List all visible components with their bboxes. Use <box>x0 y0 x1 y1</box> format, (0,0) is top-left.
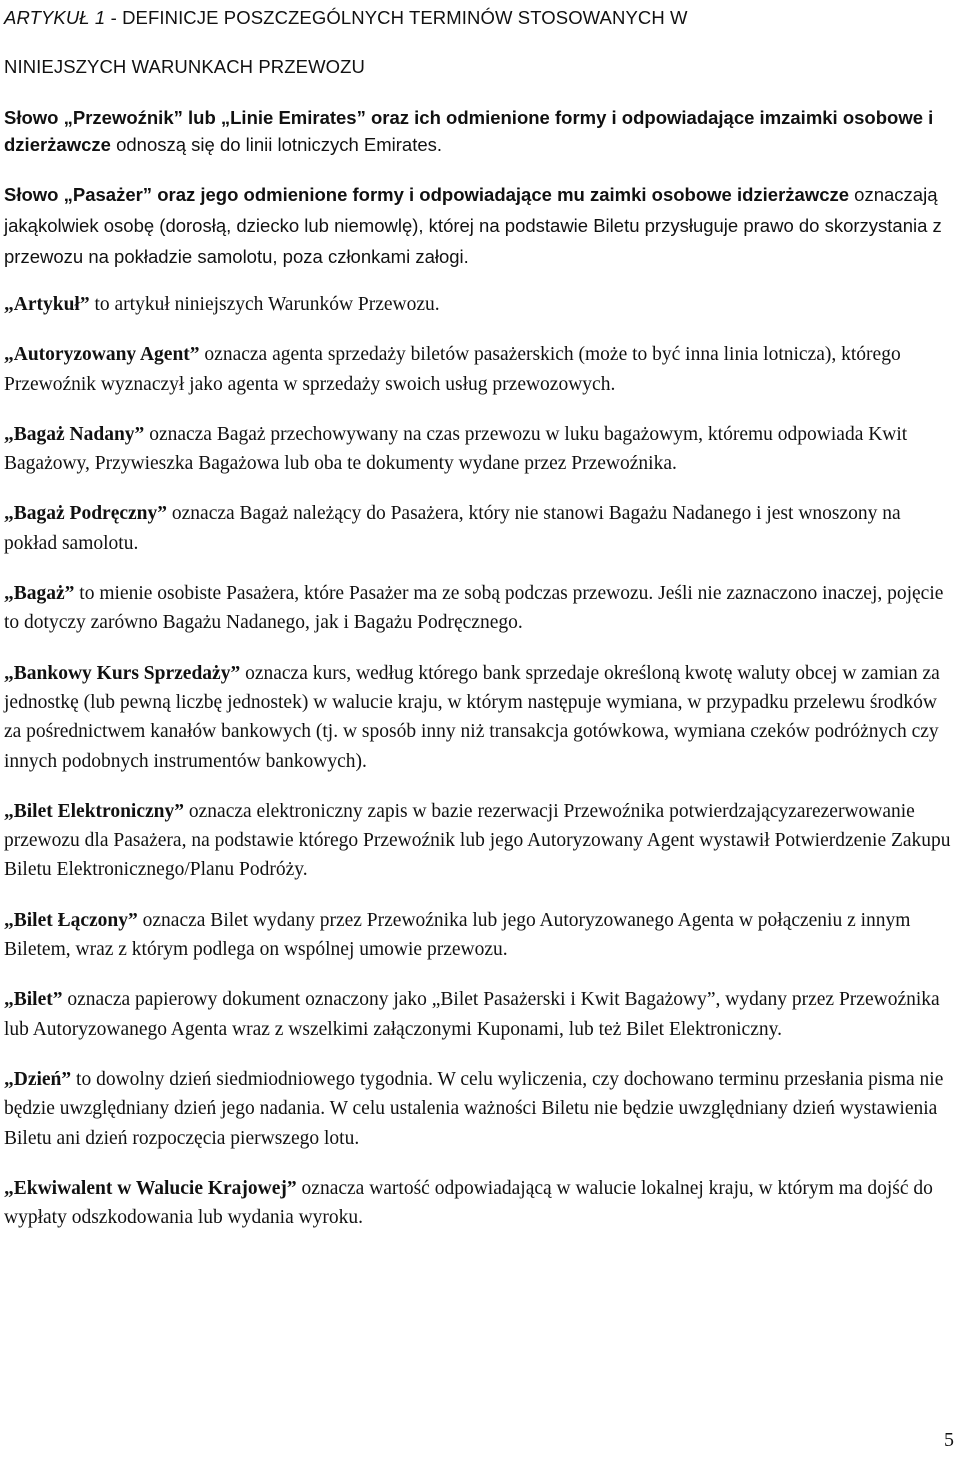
definition-text: oznacza Bagaż przechowywany na czas przewozu w luku bagażowym, któremu odpowiada Kwit Bagażowy, Przywieszka Bagażowa lub oba te dokumenty wydane przez Przewoźnika. <box>4 423 908 475</box>
definition-term: „Bagaż Nadany” <box>4 423 145 445</box>
definition-text: oznacza elektroniczny zapis w bazie rezerwacji Przewoźnika potwierdzającyzarezerwowanie przewozu dla Pasażera, na podstawie którego Przewoźnik lub jego Autoryzowany Agent wystawił Potwierdzenie Zakupu Biletu Elektronicznego/Planu Podróży. <box>4 800 951 881</box>
definition-text: oznacza agenta sprzedaży biletów pasażerskich (może to być inna linia lotnicza), którego Przewoźnik wyznaczył jako agenta w sprzedaży swoich usług przewozowych. <box>4 344 901 395</box>
definition-bagaz-podreczny <box>4 499 954 558</box>
article-label: ARTYKUŁ 1 <box>4 7 106 28</box>
definition-term: „Bagaż” <box>4 583 75 605</box>
definition-artykul <box>4 290 954 319</box>
definition-term: „Bankowy Kurs Sprzedaży” <box>4 662 241 684</box>
intro-paragraph-pasazer <box>4 179 954 272</box>
heading-line2: NINIEJSZYCH WARUNKACH PRZEWOZU <box>4 56 366 77</box>
page-number: 5 <box>944 1429 954 1451</box>
definition-term: „Ekwiwalent w Walucie Krajowej” <box>4 1177 297 1199</box>
intro-paragraph-przewoznik <box>4 104 954 158</box>
intro-text: odnoszą się do linii lotniczych Emirates. <box>110 134 443 155</box>
definition-term: „Bilet Łączony” <box>4 909 138 931</box>
definition-dzien <box>4 1065 954 1153</box>
definition-bilet-elektroniczny <box>4 797 954 885</box>
definition-term: „Dzień” <box>4 1068 72 1090</box>
intro-term: Słowo „Przewoźnik” lub „Linie Emirates” oraz ich odmienione formy i odpowiadające imzaimki osobowe i dzierżawcze <box>4 107 934 155</box>
definition-term: „Bilet” <box>4 989 63 1011</box>
section-heading <box>4 3 954 81</box>
definition-text: to mienie osobiste Pasażera, które Pasażer ma ze sobą podczas przewozu. Jeśli nie zaznaczono inaczej, pojęcie to dotyczy zarówno Bagażu Nadanego, jak i Bagażu Podręcznego. <box>4 583 944 634</box>
definition-text: to artykuł niniejszych Warunków Przewozu. <box>89 294 440 315</box>
definition-term: „Bagaż Podręczny” <box>4 503 168 525</box>
definition-bilet-laczony <box>4 906 954 965</box>
definition-ekwiwalent <box>4 1174 954 1233</box>
definition-text: to dowolny dzień siedmiodniowego tygodnia. W celu wyliczenia, czy dochowano terminu przesłania pisma nie będzie uwzględniany dzień jego nadania. W celu ustalenia ważności Biletu nie będzie uwzględniany dzień wystawienia Biletu ani dzień rozpoczęcia pierwszego lotu. <box>4 1068 944 1149</box>
definition-bankowy-kurs-sprzedazy <box>4 659 954 776</box>
definition-term: „Bilet Elektroniczny” <box>4 800 185 822</box>
definition-term: „Artykuł” <box>4 294 90 315</box>
intro-text: oznaczają jakąkolwiek osobę (dorosłą, dziecko lub niemowlę), której na podstawie Biletu przysługuje prawo do skorzystania z przewozu na pokładzie samolotu, poza członkami załogi. <box>4 184 942 267</box>
heading-line1-rest: - DEFINICJE POSZCZEGÓLNYCH TERMINÓW STOSOWANYCH W <box>105 7 688 28</box>
definition-autoryzowany-agent <box>4 340 954 399</box>
definition-text: oznacza papierowy dokument oznaczony jako „Bilet Pasażerski i Kwit Bagażowy”, wydany przez Przewoźnika lub Autoryzowanego Agenta wraz z wszelkimi załączonymi Kuponami, lub też Bilet Elektroniczny. <box>4 989 940 1040</box>
definition-text: oznacza kurs, według którego bank sprzedaje określoną kwotę waluty obcej w zamian za jednostkę (lub pewną liczbę jednostek) w walucie kraju, w którym następuje wymiana, w przypadku przelewu środków za pośrednictwem kanałów bankowych (tj. w sposób inny niż transakcja gotówkowa, wymiana czeków podróżnych czy innych podobnych instrumentów bankowych). <box>4 662 940 772</box>
definition-text: oznacza Bagaż należący do Pasażera, który nie stanowi Bagażu Nadanego i jest wnoszony na pokład samolotu. <box>4 503 901 554</box>
definition-text: oznacza Bilet wydany przez Przewoźnika lub jego Autoryzowanego Agenta w połączeniu z innym Biletem, wraz z którym podlega on wspólnej umowie przewozu. <box>4 909 911 961</box>
document-page <box>4 0 954 1232</box>
definition-bilet <box>4 985 954 1044</box>
definition-bagaz-nadany <box>4 420 954 479</box>
definition-bagaz <box>4 579 954 638</box>
definition-text: oznacza wartość odpowiadającą w walucie lokalnej kraju, w którym ma dojść do wypłaty odszkodowania lub wydania wyroku. <box>4 1177 933 1229</box>
definition-term: „Autoryzowany Agent” <box>4 344 200 366</box>
intro-term: Słowo „Pasażer” oraz jego odmienione formy i odpowiadające mu zaimki osobowe idzierżawcze <box>4 184 850 205</box>
